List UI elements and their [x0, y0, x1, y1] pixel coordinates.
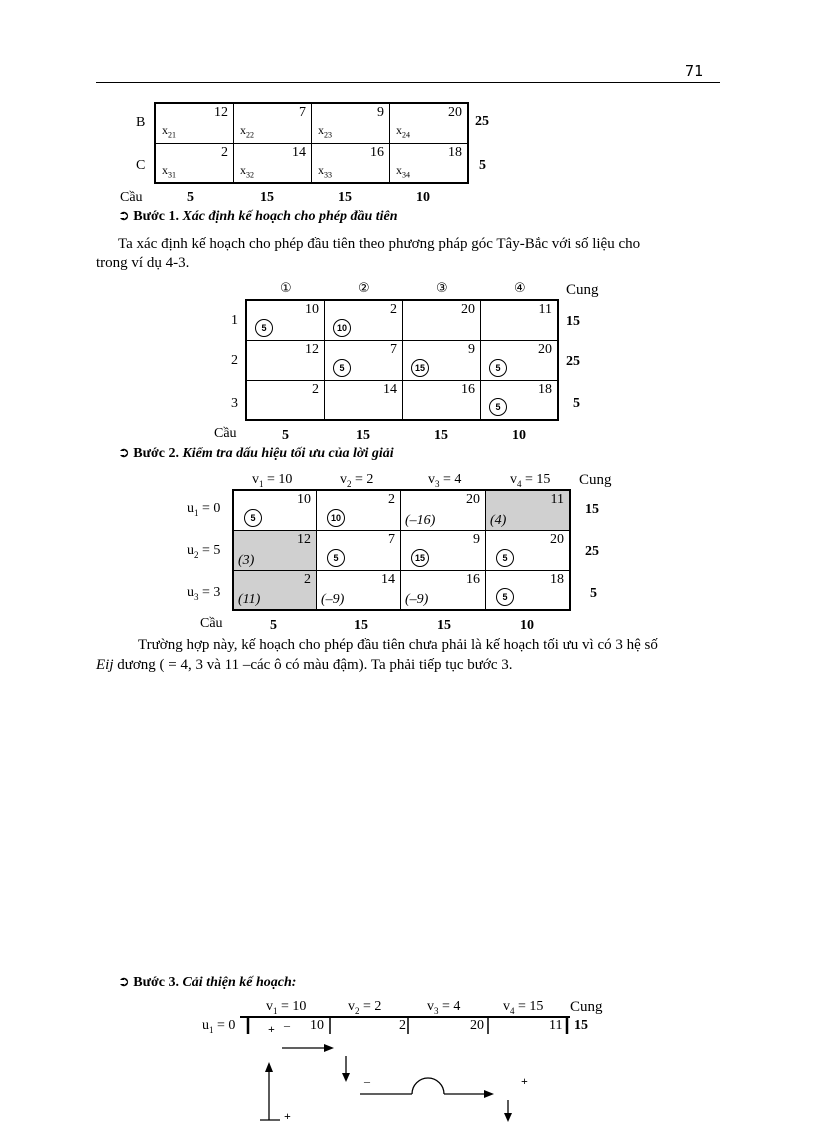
cost-value: 11 [550, 492, 564, 507]
paragraph1-line2: trong ví dụ 4-3. [96, 255, 190, 271]
cost-value: 14 [381, 571, 395, 587]
cost-value: 9 [468, 341, 475, 357]
cost-table-partial [154, 102, 469, 184]
cost-value: 12 [214, 105, 228, 120]
table-cell [403, 380, 481, 420]
plus-sign: + [284, 1109, 291, 1123]
crossing-hump [412, 1078, 444, 1094]
cell-c1 [155, 143, 234, 183]
v-header-4: $v_4 = 15$ [503, 999, 544, 1016]
supply-2: 25 [566, 354, 580, 369]
cell-c4 [390, 143, 469, 183]
v-header-2: $v_2 = 2$ [348, 999, 382, 1016]
row-label-3: 3 [231, 396, 238, 411]
cost-value: 7 [388, 531, 395, 547]
allocation-circle: 10 [333, 319, 351, 337]
delta-value: (–16) [405, 512, 436, 528]
minus-sign: – [284, 1018, 290, 1032]
col-header-3: ③ [436, 281, 448, 296]
table-cell [246, 380, 325, 420]
cost-value: 12 [305, 341, 319, 357]
table-cell [403, 340, 481, 380]
cell-c3 [312, 143, 390, 183]
demand-label: Cầu [120, 190, 143, 205]
u-label-3: $u_3 = 3$ [187, 585, 221, 602]
variable-label: $x_{24}$ [396, 123, 410, 140]
demand-4: 10 [512, 428, 526, 443]
v-header-2: $v_2 = 2$ [340, 472, 374, 489]
cost-value: 9 [473, 531, 480, 547]
step1-heading: ➲ Bước 1. Xác định kế hoạch cho phép đầu tiên [118, 208, 398, 224]
allocation-circle: 5 [489, 398, 507, 416]
table-cell [481, 300, 559, 340]
demand-3: 15 [437, 618, 451, 633]
table-cell [246, 340, 325, 380]
table-cell [233, 570, 317, 610]
supply-1: 15 [574, 1018, 588, 1033]
paragraph1-line1: Ta xác định kế hoạch cho phép đầu tiên theo phương pháp góc Tây-Bắc với số liệu cho [118, 236, 641, 252]
demand-label: Cầu [200, 616, 223, 631]
row-label-b: B [136, 115, 146, 130]
cost-value: 16 [461, 381, 475, 397]
allocation-circle: 5 [327, 549, 345, 567]
paragraph2-line1: Trường hợp này, kế hoạch cho phép đầu tiên chưa phải là kế hoạch tối ưu vì có 3 hệ số [138, 637, 658, 653]
supply-1: 15 [566, 314, 580, 329]
demand-1: 5 [187, 190, 194, 205]
plus-sign: + [521, 1074, 528, 1088]
cost-value: 11 [538, 302, 552, 317]
arrow-icon: ➲ [118, 445, 130, 461]
cost-value: 7 [299, 105, 306, 120]
allocation-circle: 5 [496, 549, 514, 567]
variable-label: $x_{21}$ [162, 123, 176, 140]
arrowhead [324, 1044, 334, 1052]
cost-value: 18 [538, 381, 552, 397]
cell-b3 [312, 103, 390, 143]
cell-c2 [234, 143, 312, 183]
col-header-4: ④ [514, 281, 526, 296]
variable-label: $x_{34}$ [396, 162, 410, 179]
allocation-circle: 10 [327, 509, 345, 527]
row-label-1: 1 [231, 313, 238, 328]
allocation-circle: 5 [489, 359, 507, 377]
delta-value: (3) [238, 552, 255, 568]
demand-1: 5 [282, 428, 289, 443]
table-cell [486, 530, 571, 570]
delta-value: (–9) [405, 592, 429, 607]
arrowhead [484, 1090, 494, 1098]
cost-value: 10 [310, 1018, 324, 1033]
demand-4: 10 [416, 190, 430, 205]
table-cell [317, 570, 401, 610]
table-cell [486, 490, 571, 530]
cost-value: 11 [549, 1018, 563, 1033]
demand-2: 15 [260, 190, 274, 205]
table-cell [317, 490, 401, 530]
table-cell [325, 340, 403, 380]
arrowhead [342, 1073, 350, 1082]
cell-b2 [234, 103, 312, 143]
cost-value: 2 [221, 144, 228, 160]
cost-value: 20 [448, 105, 462, 120]
table-cell [486, 570, 571, 610]
nw-corner-table [245, 299, 559, 421]
table-cell [481, 380, 559, 420]
demand-1: 5 [270, 618, 277, 633]
supply-header: Cung [579, 472, 612, 488]
supply-header: Cung [570, 999, 603, 1015]
cost-value: 16 [466, 571, 480, 587]
v-header-1: $v_1 = 10$ [266, 999, 307, 1016]
demand-2: 15 [356, 428, 370, 443]
demand-4: 10 [520, 618, 534, 633]
demand-3: 15 [338, 190, 352, 205]
cost-value: 2 [304, 571, 311, 587]
table-cell [401, 570, 486, 610]
cost-value: 2 [388, 492, 395, 507]
supply-3: 5 [573, 396, 580, 411]
cost-value: 9 [377, 105, 384, 120]
improvement-loop-diagram [240, 1012, 600, 1123]
allocation-circle: 15 [411, 359, 429, 377]
supply-c: 5 [479, 158, 486, 173]
cost-value: 20 [550, 531, 564, 547]
v-header-4: $v_4 = 15$ [510, 472, 551, 489]
v-header-3: $v_3 = 4$ [427, 999, 461, 1016]
cell-b1 [155, 103, 234, 143]
cost-value: 12 [297, 531, 311, 547]
col-header-1: ① [280, 281, 292, 296]
variable-label: $x_{33}$ [318, 162, 332, 179]
cost-value: 14 [383, 381, 397, 397]
cost-value: 18 [448, 144, 462, 160]
variable-label: $x_{32}$ [240, 162, 254, 179]
u-label-2: $u_2 = 5$ [187, 543, 221, 560]
delta-value: (4) [490, 512, 507, 528]
table-cell [233, 530, 317, 570]
demand-label: Cầu [214, 426, 237, 441]
table-cell [325, 380, 403, 420]
plus-sign: + [268, 1022, 275, 1036]
supply-1: 15 [585, 502, 599, 517]
step2-heading: ➲ Bước 2. Kiểm tra dấu hiệu tối ưu của lời giải [118, 445, 394, 461]
table-cell [401, 490, 486, 530]
row-label-c: C [136, 158, 146, 173]
allocation-circle: 15 [411, 549, 429, 567]
demand-3: 15 [434, 428, 448, 443]
demand-2: 15 [354, 618, 368, 633]
table-cell [317, 530, 401, 570]
supply-2: 25 [585, 544, 599, 559]
cost-value: 16 [370, 144, 384, 160]
cell-b4 [390, 103, 469, 143]
arrowhead [504, 1113, 512, 1122]
arrow-icon: ➲ [118, 974, 130, 990]
page-number: 71 [685, 62, 704, 80]
cost-value: 2 [312, 381, 319, 397]
variable-label: $x_{22}$ [240, 123, 254, 140]
cost-value: 14 [292, 144, 306, 160]
arrow-icon: ➲ [118, 208, 130, 224]
supply-3: 5 [590, 586, 597, 601]
allocation-circle: 5 [255, 319, 273, 337]
u-label-1: $u_1 = 0$ [202, 1018, 236, 1035]
v-header-1: $v_1 = 10$ [252, 472, 293, 489]
paragraph2-line2: Eij dương ( = 4, 3 và 11 –các ô có màu đậm). Ta phải tiếp tục bước 3. [96, 657, 513, 673]
cost-value: 20 [466, 492, 480, 507]
u-label-1: $u_1 = 0$ [187, 501, 221, 518]
table-cell [233, 490, 317, 530]
optimality-table [232, 489, 571, 611]
cost-value: 18 [550, 571, 564, 587]
cost-value: 20 [461, 302, 475, 317]
variable-label: $x_{31}$ [162, 162, 176, 179]
table-cell [325, 300, 403, 340]
step3-heading: ➲ Bước 3. Cải thiện kế hoạch: [118, 974, 297, 990]
allocation-circle: 5 [333, 359, 351, 377]
cost-value: 2 [399, 1018, 406, 1033]
table-cell [481, 340, 559, 380]
cost-value: 10 [305, 302, 319, 317]
cost-value: 20 [470, 1018, 484, 1033]
variable-label: $x_{23}$ [318, 123, 332, 140]
header-rule [96, 82, 720, 83]
delta-value: (11) [238, 592, 261, 607]
allocation-circle: 5 [496, 588, 514, 606]
cost-value: 7 [390, 341, 397, 357]
minus-sign: – [364, 1074, 370, 1088]
row-label-2: 2 [231, 353, 238, 368]
delta-value: (–9) [321, 592, 345, 607]
table-cell [246, 300, 325, 340]
allocation-circle: 5 [244, 509, 262, 527]
supply-b: 25 [475, 114, 489, 129]
arrowhead [265, 1062, 273, 1072]
table-cell [401, 530, 486, 570]
table-cell [403, 300, 481, 340]
col-header-2: ② [358, 281, 370, 296]
cost-value: 20 [538, 341, 552, 357]
v-header-3: $v_3 = 4$ [428, 472, 462, 489]
supply-header: Cung [566, 282, 599, 298]
cost-value: 10 [297, 492, 311, 507]
cost-value: 2 [390, 302, 397, 317]
